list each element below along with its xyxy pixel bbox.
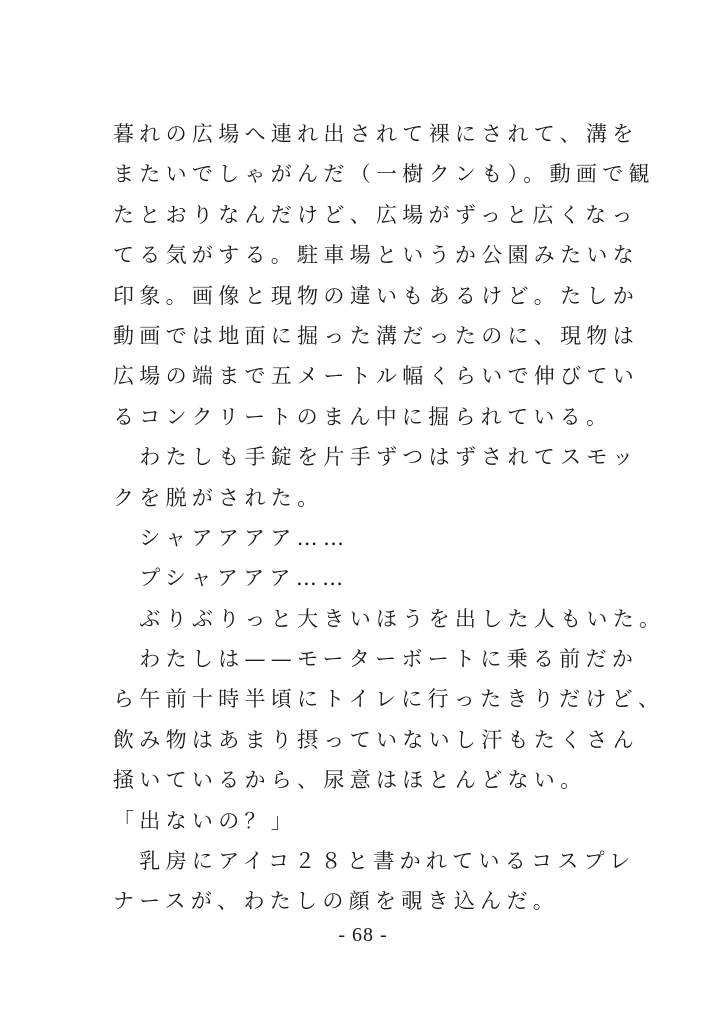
text-line: シャアアアア…… <box>113 525 350 550</box>
text-line: 乳房にアイコ２８と書かれているコスプレ <box>113 849 636 874</box>
text-line: ぶりぶりっと大きいほうを出した人もいた。 <box>113 606 666 631</box>
text-line: わたしは——モーターボートに乗る前だか <box>113 647 639 672</box>
text-line: てる気がする。駐車場というか公園みたいな <box>113 243 639 268</box>
text-line: 印象。画像と現物の違いもあるけど。たしか <box>113 283 639 308</box>
page-number: - 68 - <box>338 924 388 946</box>
text-line: るコンクリートのまん中に掘られている。 <box>113 404 613 429</box>
text-line: 飲み物はあまり摂っていないし汗もたくさん <box>113 727 639 752</box>
text-line: わたしも手錠を片手ずつはずされてスモッ <box>113 445 639 470</box>
text-line: たとおりなんだけど、広場がずっと広くなっ <box>113 202 638 227</box>
text-line: クを脱がされた。 <box>113 485 324 510</box>
text-line: プシャアアア…… <box>113 566 349 591</box>
text-line: 「出ないの？」 <box>113 808 298 833</box>
text-line: 暮れの広場へ連れ出されて裸にされて、溝を <box>113 122 639 146</box>
text-line: ら午前十時半頃にトイレに行ったきりだけど、 <box>113 687 665 712</box>
text-line: 広場の端まで五メートル幅くらいで伸びてい <box>113 364 639 389</box>
body-text <box>113 114 666 922</box>
text-line: 動画では地面に掘った溝だったのに、現物は <box>113 323 639 348</box>
text-line: またいでしゃがんだ（一樹クンも）。動画で観 <box>113 162 655 187</box>
text-line: 掻いているから、尿意はほとんどない。 <box>113 768 587 793</box>
text-line: ナースが、わたしの顔を覗き込んだ。 <box>113 889 560 914</box>
